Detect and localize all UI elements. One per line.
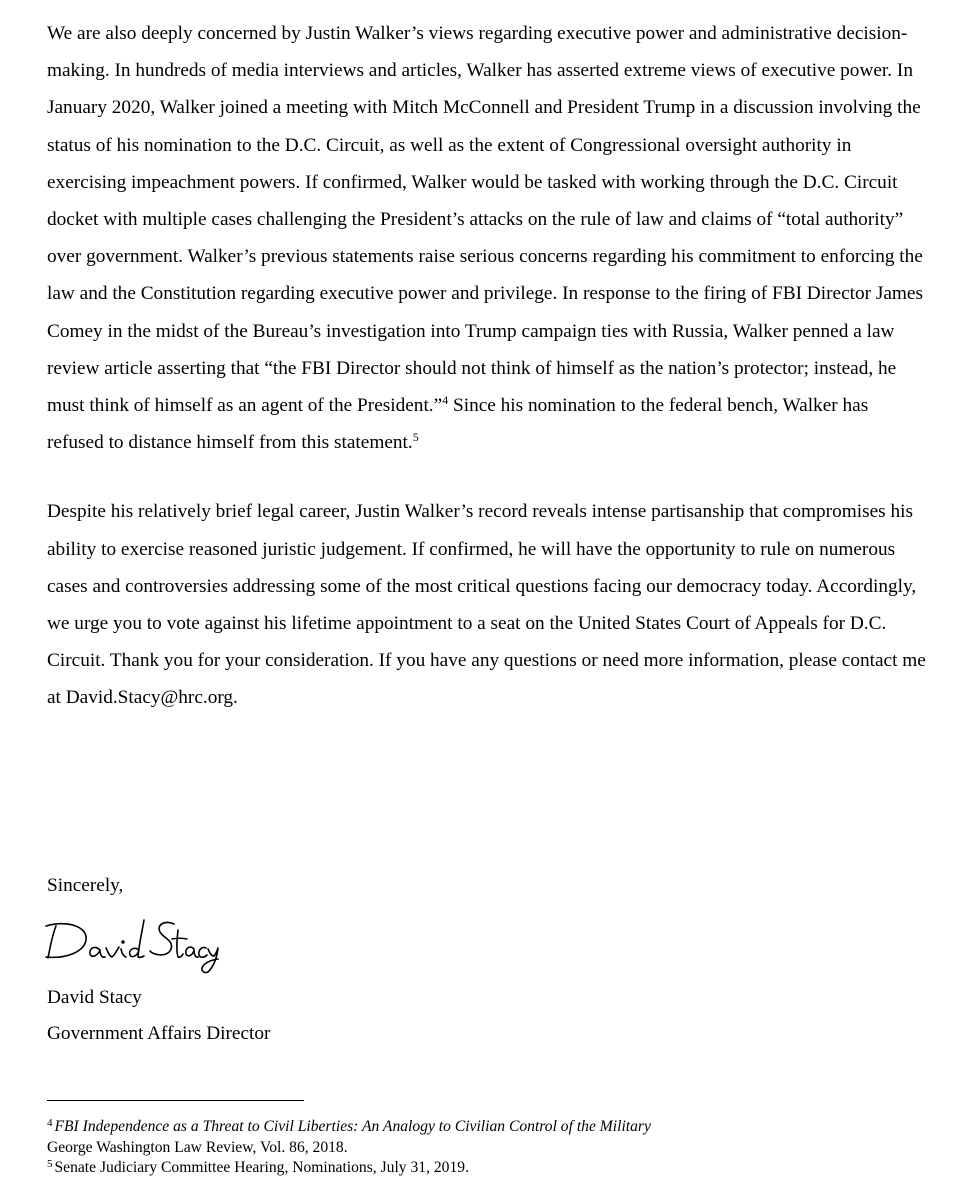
footnote-4-source: George Washington Law Review, Vol. 86, 2018. xyxy=(47,1138,348,1156)
paragraph-conclusion: Despite his relatively brief legal career, Justin Walker’s record reveals intense partisanship that compromises his ability to exercise reasoned juristic judgement. If confirmed, he will have the opportunity to rule on numerous cases and controversies addressing some of the most critical questions facing our democracy today. Accordingly, we urge you to vote against his lifetime appointment to a seat on the United States Court of Appeals for D.C. Circuit. Thank you for your consideration. If you have any questions or need more information, please contact me at David.Stacy@hrc.org. xyxy=(47,501,926,709)
footnote-5 xyxy=(47,1158,651,1179)
signer-name: David Stacy xyxy=(47,987,142,1008)
closing-salutation: Sincerely, xyxy=(47,875,124,896)
footnote-5-number: 5 xyxy=(47,1158,53,1170)
footnote-5-text: Senate Judiciary Committee Hearing, Nominations, July 31, 2019. xyxy=(54,1159,469,1176)
footnote-4 xyxy=(47,1117,651,1138)
footnote-divider xyxy=(47,1100,304,1101)
letter-body xyxy=(47,15,927,717)
footnotes xyxy=(47,1117,651,1179)
footnote-4-number: 4 xyxy=(47,1117,53,1129)
signer-title: Government Affairs Director xyxy=(47,1023,271,1044)
paragraph-1-text-b: Since his nomination to the federal bench, Walker has refused to distance himself from this statement. xyxy=(47,395,869,454)
paragraph-executive-power xyxy=(47,15,927,461)
footnote-ref-4[interactable]: 4 xyxy=(442,393,449,408)
paragraph-1-text-a: We are also deeply concerned by Justin Walker’s views regarding executive power and administrative decision-making. In hundreds of media interviews and articles, Walker has asserted extreme views of executive power. In January 2020, Walker joined a meeting with Mitch McConnell and President Trump in a discussion involving the status of his nomination to the D.C. Circuit, as well as the extent of Congressional oversight authority in exercising impeachment powers. If confirmed, Walker would be tasked with working through the D.C. Circuit docket with multiple cases challenging the President’s attacks on the rule of law and claims of “total authority” over government. Walker’s previous statements raise serious concerns regarding his commitment to enforcing the law and the Constitution regarding executive power and privilege. In response to the firing of FBI Director James Comey in the midst of the Bureau’s investigation into Trump campaign ties with Russia, Walker penned a law review article asserting that “the FBI Director should not think of himself as the nation’s protector; instead, he must think of himself as an agent of the President.” xyxy=(47,23,923,417)
footnote-4-title: FBI Independence as a Threat to Civil Liberties: An Analogy to Civilian Control of the Military xyxy=(54,1118,651,1135)
footnote-ref-5[interactable]: 5 xyxy=(412,430,419,445)
handwritten-signature xyxy=(42,912,222,974)
